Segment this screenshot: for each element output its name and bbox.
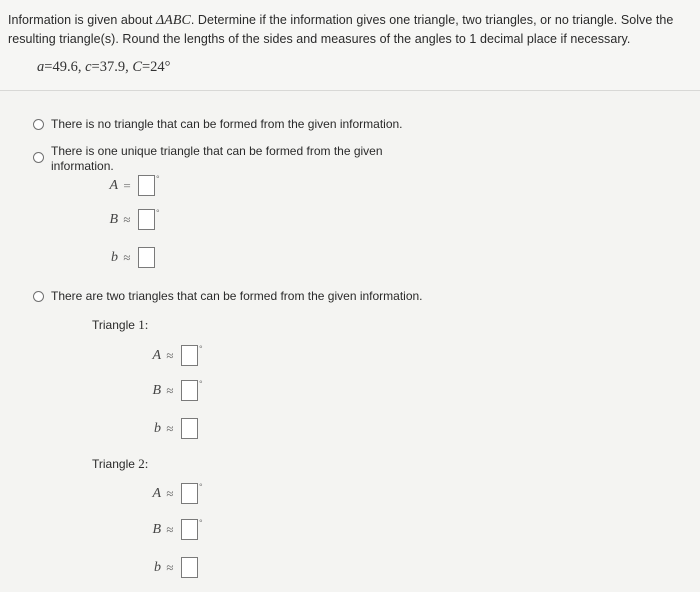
t1-side-b-row <box>149 418 198 439</box>
var-label: A <box>109 177 118 193</box>
given-a-value: 49.6 <box>52 59 78 75</box>
option-one-triangle-label <box>51 144 383 174</box>
option-two-triangles[interactable] <box>33 289 423 304</box>
one-angle-B-input[interactable] <box>138 209 155 230</box>
option-one-triangle[interactable] <box>33 144 383 174</box>
triangle-symbol: ΔABC <box>155 13 191 28</box>
one-angle-B-row <box>106 209 160 230</box>
var-label: B <box>152 382 161 398</box>
given-a-label: a <box>37 59 45 75</box>
relation-symbol: ≈ <box>166 382 174 398</box>
question-prefix: Information is given about <box>8 13 156 27</box>
relation-symbol: ≈ <box>166 420 174 436</box>
t2-angle-B-input[interactable] <box>181 519 198 540</box>
relation-symbol: ≈ <box>166 521 174 537</box>
given-C-value: 24° <box>150 59 171 75</box>
t1-angle-A-row <box>149 345 203 366</box>
given-c-label: c <box>85 59 92 75</box>
given-C-label: C <box>132 59 142 75</box>
question-suffix: . Determine if the information gives one triangle, two triangles, or no triangle. Solve the resulting triangle(s). Round the lengths of the sides and measures of the angles to 1 decimal place if necessary. <box>8 13 674 46</box>
relation-symbol: ≈ <box>166 347 174 363</box>
var-label: B <box>109 211 118 227</box>
triangle-2-title-text: Triangle <box>92 457 139 471</box>
radio-two-triangles[interactable] <box>33 291 44 302</box>
question-header <box>0 0 700 90</box>
question-text <box>8 11 692 49</box>
var-label: b <box>111 249 118 265</box>
t2-angle-A-row <box>149 483 203 504</box>
t1-side-b-input[interactable] <box>181 418 198 439</box>
option-no-triangle[interactable] <box>33 117 403 132</box>
t2-angle-A-input[interactable] <box>181 483 198 504</box>
relation-symbol: ≈ <box>166 559 174 575</box>
triangle-1-title-num: 1: <box>138 317 149 332</box>
degree-symbol: ° <box>199 344 203 354</box>
radio-one-triangle[interactable] <box>33 152 44 163</box>
relation-symbol: = <box>123 177 131 193</box>
relation-symbol: ≈ <box>166 485 174 501</box>
triangle-1-title-text: Triangle <box>92 318 139 332</box>
t2-side-b-row <box>149 557 198 578</box>
triangle-2-title-num: 2: <box>138 456 149 471</box>
option-no-triangle-label: There is no triangle that can be formed from the given information. <box>51 117 403 131</box>
one-angle-A-input[interactable] <box>138 175 155 196</box>
divider <box>0 90 700 91</box>
var-label: A <box>152 347 161 363</box>
var-label: b <box>154 420 161 436</box>
degree-symbol: ° <box>199 379 203 389</box>
degree-symbol: ° <box>199 482 203 492</box>
given-c-value: 37.9 <box>99 59 126 75</box>
degree-symbol: ° <box>156 208 160 218</box>
relation-symbol: ≈ <box>123 249 131 265</box>
option-one-line2: information. <box>51 159 114 173</box>
triangle-2-title <box>92 456 148 472</box>
one-angle-A-row <box>106 175 160 196</box>
t1-angle-B-row <box>149 380 203 401</box>
option-two-triangles-label: There are two triangles that can be formed from the given information. <box>51 289 423 303</box>
t1-angle-B-input[interactable] <box>181 380 198 401</box>
relation-symbol: ≈ <box>123 211 131 227</box>
t2-angle-B-row <box>149 519 203 540</box>
given-values: a=49.6, c=37.9, C=24° <box>37 59 171 75</box>
t1-angle-A-input[interactable] <box>181 345 198 366</box>
option-one-line1: There is one unique triangle that can be formed from the given <box>51 144 383 158</box>
one-side-b-row <box>106 247 155 268</box>
degree-symbol: ° <box>199 518 203 528</box>
one-side-b-input[interactable] <box>138 247 155 268</box>
radio-no-triangle[interactable] <box>33 119 44 130</box>
var-label: A <box>152 485 161 501</box>
var-label: b <box>154 559 161 575</box>
var-label: B <box>152 521 161 537</box>
t2-side-b-input[interactable] <box>181 557 198 578</box>
triangle-1-title <box>92 317 148 333</box>
degree-symbol: ° <box>156 174 160 184</box>
